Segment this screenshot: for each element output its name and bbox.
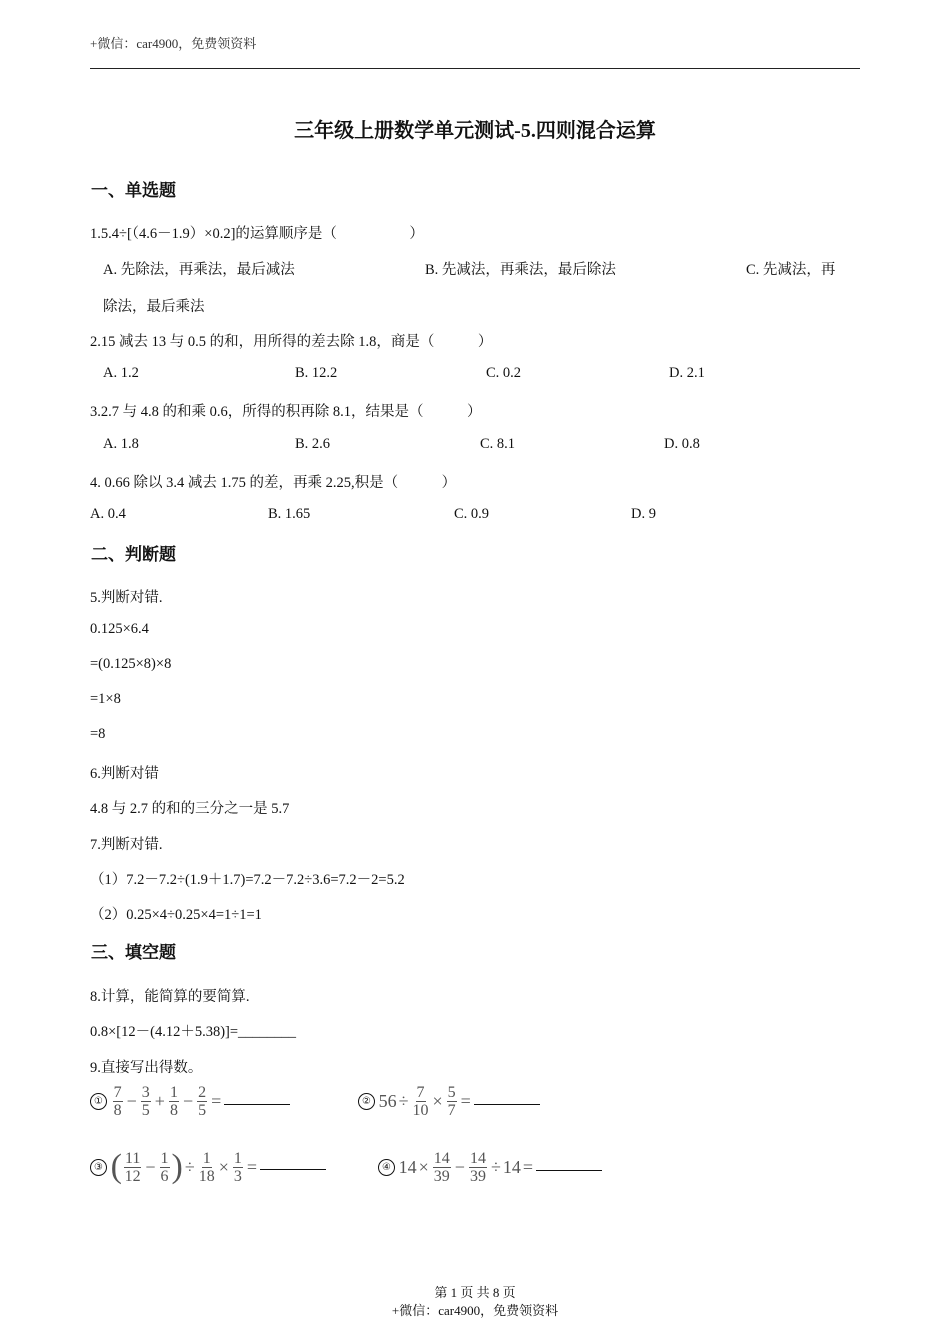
fraction: $\frac{7}{8}$ <box>113 1084 122 1119</box>
fraction: $\frac{1}{8}$ <box>169 1084 178 1119</box>
question-2-option-b[interactable]: B. 12.2 <box>295 365 338 381</box>
question-5-line-4: =8 <box>90 726 106 742</box>
question-3-option-c[interactable]: C. 8.1 <box>480 436 516 452</box>
question-5-line-2: =(0.125×8)×8 <box>90 656 172 672</box>
question-3-option-a[interactable]: A. 1.8 <box>103 436 139 452</box>
question-2-stem: 2.15 减去 13 与 0.5 的和，用所得的差去除 1.8，商是（ ） <box>90 334 493 350</box>
section-heading-true-false: 二、判断题 <box>91 545 176 564</box>
fraction: $\frac{5}{7}$ <box>447 1084 456 1119</box>
question-9-expression-1: ① $\frac{7}{8}$ − $\frac{3}{5}$ + $\frac{1}{8}$ − $\frac{2}{5}$ = <box>90 1084 290 1119</box>
fraction: $\frac{11}{12}$ <box>124 1149 141 1185</box>
marker-circled-1: ① <box>90 1093 107 1110</box>
marker-circled-4: ④ <box>378 1159 395 1176</box>
page-number: 第 1 页 共 8 页 <box>434 1285 516 1300</box>
question-6-line-1: 4.8 与 2.7 的和的三分之一是 5.7 <box>90 801 290 817</box>
header-note: +微信：car4900，免费领资料 <box>90 36 257 51</box>
question-3-option-b[interactable]: B. 2.6 <box>295 436 331 452</box>
question-1-stem: 1.5.4÷[（4.6－1.9）×0.2]的运算顺序是（ ） <box>90 226 424 242</box>
section-heading-single-choice: 一、单选题 <box>91 181 176 200</box>
question-8-line-1: 0.8×[12－(4.12＋5.38)]=________ <box>90 1024 297 1040</box>
fraction: $\frac{14}{39}$ <box>433 1150 450 1185</box>
question-2-option-c[interactable]: C. 0.2 <box>486 365 522 381</box>
fraction: $\frac{2}{5}$ <box>198 1084 207 1119</box>
question-9-expression-3: ③ ( $\frac{11}{12}$ − $\frac{1}{6}$ ) ÷ $\frac{1}{18}$ × $\frac{1}{3}$ = <box>90 1148 326 1186</box>
question-4-option-c[interactable]: C. 0.9 <box>454 506 490 522</box>
answer-blank[interactable] <box>536 1156 602 1171</box>
fraction: $\frac{1}{18}$ <box>198 1149 215 1185</box>
question-2-option-a[interactable]: A. 1.2 <box>103 365 139 381</box>
question-9-expression-4: ④ 14 × $\frac{14}{39}$ − $\frac{14}{39}$ ÷ 14 = <box>378 1150 602 1185</box>
question-4-option-b[interactable]: B. 1.65 <box>268 506 311 522</box>
question-1-option-c-cont: 除法，最后乘法 <box>103 299 205 315</box>
question-7-stem: 7.判断对错. <box>90 837 163 853</box>
fraction: $\frac{1}{3}$ <box>233 1149 242 1185</box>
question-4-stem: 4. 0.66 除以 3.4 减去 1.75 的差，再乘 2.25,积是（ ） <box>90 475 457 491</box>
footer-note: +微信：car4900，免费领资料 <box>391 1303 559 1318</box>
question-5-line-1: 0.125×6.4 <box>90 621 149 637</box>
question-6-stem: 6.判断对错 <box>90 766 159 782</box>
question-4-option-a[interactable]: A. 0.4 <box>90 506 126 522</box>
section-heading-fill-blank: 三、填空题 <box>91 943 176 962</box>
question-4-option-d[interactable]: D. 9 <box>631 506 656 522</box>
question-2-option-d[interactable]: D. 2.1 <box>669 365 705 381</box>
question-5-line-3: =1×8 <box>90 691 121 707</box>
marker-circled-3: ③ <box>90 1159 107 1176</box>
question-3-stem: 3.2.7 与 4.8 的和乘 0.6，所得的积再除 8.1，结果是（ ） <box>90 404 482 420</box>
marker-circled-2: ② <box>358 1093 375 1110</box>
question-3-option-d[interactable]: D. 0.8 <box>664 436 700 452</box>
question-7-line-1: （1）7.2－7.2÷(1.9＋1.7)=7.2－7.2÷3.6=7.2－2=5.2 <box>90 872 405 888</box>
question-5-stem: 5.判断对错. <box>90 590 163 606</box>
answer-blank[interactable] <box>474 1090 540 1105</box>
fraction: $\frac{3}{5}$ <box>141 1084 150 1119</box>
question-9-expression-2: ② 56 ÷ $\frac{7}{10}$ × $\frac{5}{7}$ = <box>358 1084 540 1119</box>
question-1-option-c[interactable]: C. 先减法，再 <box>746 262 836 278</box>
header-rule <box>90 68 860 69</box>
question-1-option-a[interactable]: A. 先除法，再乘法，最后减法 <box>103 262 295 278</box>
question-1-option-b[interactable]: B. 先减法，再乘法，最后除法 <box>425 262 616 278</box>
question-9-stem: 9.直接写出得数。 <box>90 1060 203 1076</box>
fraction: $\frac{7}{10}$ <box>412 1084 429 1119</box>
fraction: $\frac{1}{6}$ <box>160 1149 169 1185</box>
question-8-stem: 8.计算，能简算的要简算. <box>90 989 250 1005</box>
page-title: 三年级上册数学单元测试-5.四则混合运算 <box>294 120 656 142</box>
answer-blank[interactable] <box>260 1155 326 1170</box>
answer-blank[interactable] <box>224 1090 290 1105</box>
fraction: $\frac{14}{39}$ <box>469 1150 486 1185</box>
question-7-line-2: （2）0.25×4÷0.25×4=1÷1=1 <box>90 907 262 923</box>
